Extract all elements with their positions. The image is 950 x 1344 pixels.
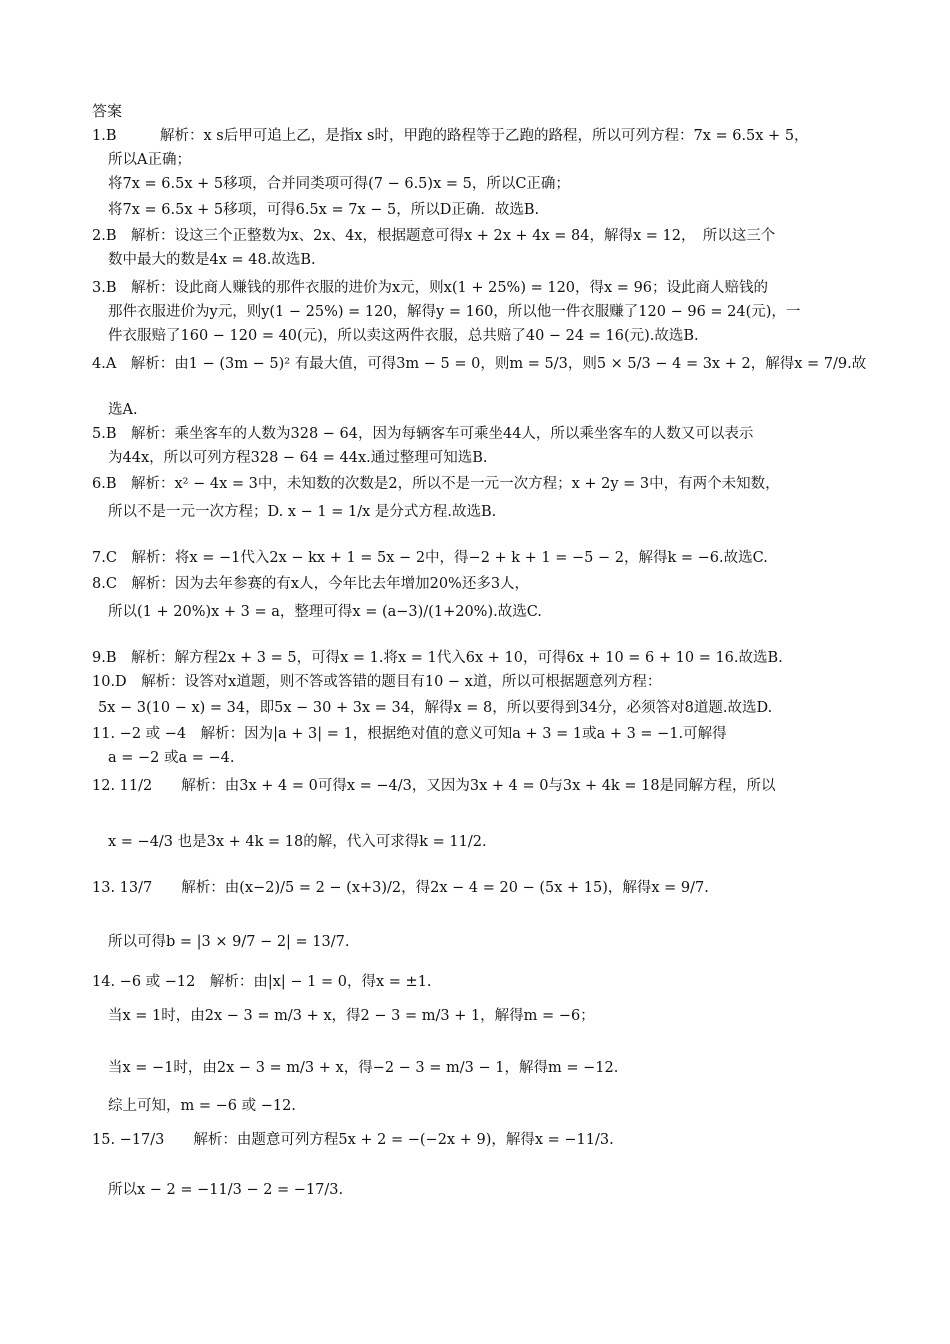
answer-line: 7.C 解析：将x = −1代入2x − kx + 1 = 5x − 2中，得−2 + k + 1 = −5 − 2，解得k = −6.故选C. xyxy=(92,550,768,566)
answer-line: 4.A 解析：由1 − (3m − 5)² 有最大值，可得3m − 5 = 0，则m = 5/3，则5 × 5/3 − 4 = 3x + 2，解得x = 7/9.故 xyxy=(92,356,867,372)
answer-heading: 答案 xyxy=(92,102,123,120)
answer-line: 6.B 解析：x² − 4x = 3中，未知数的次数是2，所以不是一元一次方程；x + 2y = 3中，有两个未知数， xyxy=(92,476,780,492)
answer-line: 9.B 解析：解方程2x + 3 = 5，可得x = 1.将x = 1代入6x + 10，可得6x + 10 = 6 + 10 = 16.故选B. xyxy=(92,650,783,666)
answer-line: x = −4/3 也是3x + 4k = 18的解，代入可求得k = 11/2. xyxy=(108,834,487,850)
answer-line: 综上可知，m = −6 或 −12. xyxy=(108,1098,296,1114)
answer-line: 选A. xyxy=(108,402,138,418)
answer-line: 5x − 3(10 − x) = 34，即5x − 30 + 3x = 34，解得x = 8，所以要得到34分，必须答对8道题.故选D. xyxy=(98,700,773,716)
answer-line: 3.B 解析：设此商人赚钱的那件衣服的进价为x元，则x(1 + 25%) = 120，得x = 96；设此商人赔钱的 xyxy=(92,280,769,296)
answer-line: 数中最大的数是4x = 48.故选B. xyxy=(108,252,316,268)
answer-line: 1.B 解析：x s后甲可追上乙，是指x s时，甲跑的路程等于乙跑的路程，所以可列方程：7x = 6.5x + 5， xyxy=(92,128,809,144)
answer-line: 15. −17/3 解析：由题意可列方程5x + 2 = −(−2x + 9)，解得x = −11/3. xyxy=(92,1132,614,1148)
answer-line: 8.C 解析：因为去年参赛的有x人，今年比去年增加20%还多3人， xyxy=(92,576,530,592)
answer-line: 14. −6 或 −12 解析：由|x| − 1 = 0，得x = ±1. xyxy=(92,974,432,990)
answer-line: 当x = −1时，由2x − 3 = m/3 + x，得−2 − 3 = m/3 − 1，解得m = −12. xyxy=(108,1060,619,1076)
answer-line: 11. −2 或 −4 解析：因为|a + 3| = 1，根据绝对值的意义可知a + 3 = 1或a + 3 = −1.可解得 xyxy=(92,726,727,742)
answer-line: 为44x，所以可列方程328 − 64 = 44x.通过整理可知选B. xyxy=(108,450,488,466)
answer-line: 5.B 解析：乘坐客车的人数为328 − 64，因为每辆客车可乘坐44人，所以乘坐客车的人数又可以表示 xyxy=(92,426,754,442)
answer-line: 件衣服赔了160 − 120 = 40(元)，所以卖这两件衣服，总共赔了40 − 24 = 16(元).故选B. xyxy=(108,328,699,344)
answer-line: a = −2 或a = −4. xyxy=(108,750,235,766)
answer-line: 2.B 解析：设这三个正整数为x、2x、4x，根据题意可得x + 2x + 4x = 84，解得x = 12， 所以这三个 xyxy=(92,228,776,244)
answer-line: 所以可得b = |3 × 9/7 − 2| = 13/7. xyxy=(108,934,350,950)
answer-line: 12. 11/2 解析：由3x + 4 = 0可得x = −4/3，又因为3x + 4 = 0与3x + 4k = 18是同解方程，所以 xyxy=(92,778,776,794)
answer-line: 所以A正确； xyxy=(108,152,191,168)
answer-line: 将7x = 6.5x + 5移项，可得6.5x = 7x − 5，所以D正确．故选B. xyxy=(108,202,540,218)
answer-line: 当x = 1时，由2x − 3 = m/3 + x，得2 − 3 = m/3 + 1，解得m = −6； xyxy=(108,1008,595,1024)
answer-line: 所以x − 2 = −11/3 − 2 = −17/3. xyxy=(108,1182,344,1198)
answer-line: 13. 13/7 解析：由(x−2)/5 = 2 − (x+3)/2，得2x − 4 = 20 − (5x + 15)，解得x = 9/7. xyxy=(92,880,709,896)
answer-line: 所以不是一元一次方程；D. x − 1 = 1/x 是分式方程.故选B. xyxy=(108,504,497,520)
answer-line: 10.D 解析：设答对x道题，则不答或答错的题目有10 − x道，所以可根据题意列方程： xyxy=(92,674,662,690)
answer-line: 将7x = 6.5x + 5移项，合并同类项可得(7 − 6.5)x = 5，所以C正确； xyxy=(108,176,570,192)
answer-line: 那件衣服进价为y元，则y(1 − 25%) = 120，解得y = 160，所以他一件衣服赚了120 − 96 = 24(元)，一 xyxy=(108,304,801,320)
answer-line: 所以(1 + 20%)x + 3 = a，整理可得x = (a−3)/(1+20%).故选C. xyxy=(108,604,542,620)
